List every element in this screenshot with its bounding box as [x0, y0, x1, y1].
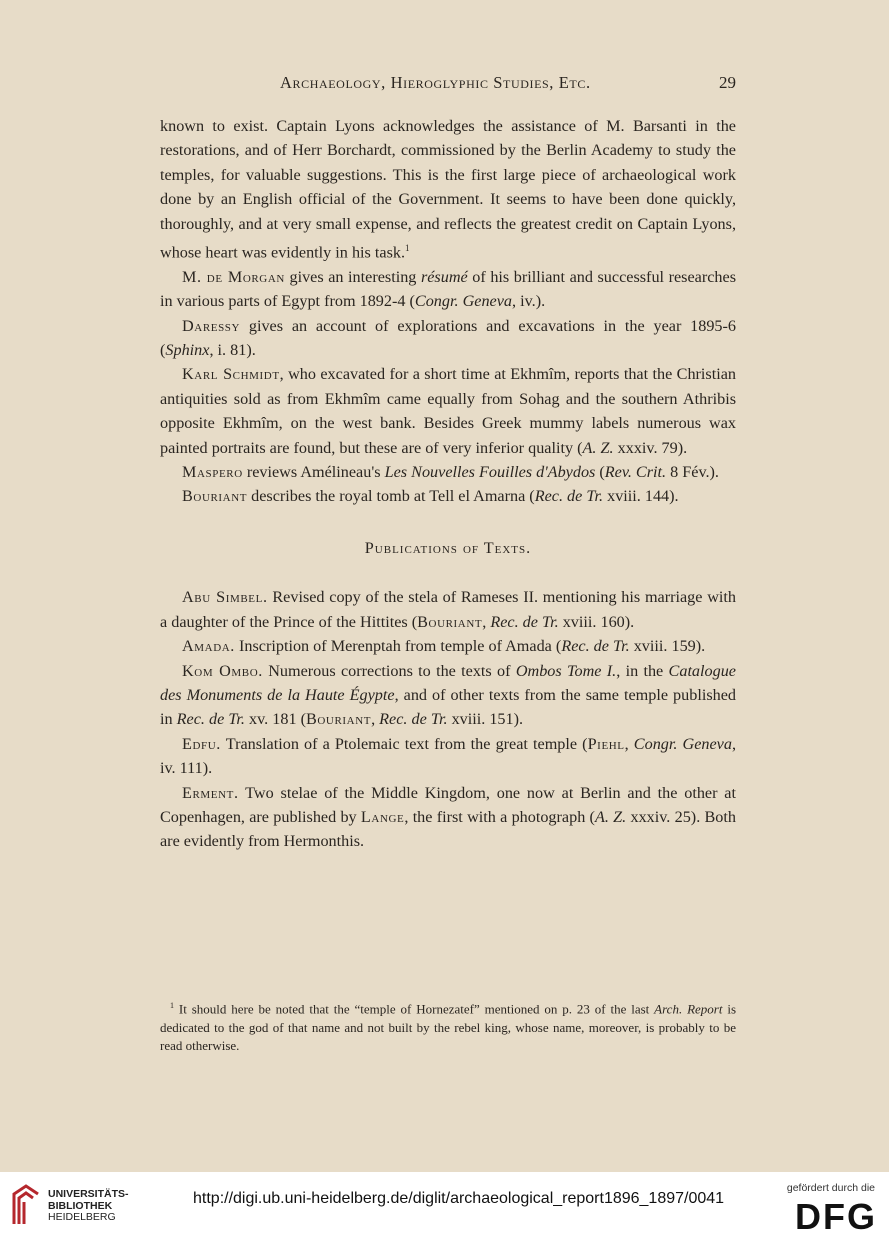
viewer-footer — [0, 1172, 889, 1239]
entry-kom-ombo: Kom Ombo. Numerous corrections to the texts of Ombos Tome I., in the Catalogue des Monuments de la Haute Égypte, and of other texts from the same temple published in Rec. de Tr. xv. 181 (Bouriant, Rec. de Tr. xviii. 151). — [160, 661, 736, 729]
author-name: Bouriant — [182, 487, 248, 506]
author-name: Karl Schmidt — [182, 365, 280, 384]
entry-amada: Amada. Inscription of Merenptah from temple of Amada (Rec. de Tr. xviii. 159). — [182, 637, 706, 656]
entry-abu-simbel: Abu Simbel. Revised copy of the stela of Rameses II. mentioning his marriage with a daughter of the Prince of the Hittites (Bouriant, Rec. de Tr. xviii. 160). — [160, 588, 737, 631]
author-name: M. de Morgan — [182, 267, 285, 286]
paragraph-maspero: Maspero reviews Amélineau's Les Nouvelles Fouilles d'Abydos (Rev. Crit. 8 Fév.). — [182, 463, 719, 482]
paragraph-bouriant: Bouriant describes the royal tomb at Tell el Amarna (Rec. de Tr. xviii. 144). — [182, 487, 679, 506]
funding-label: gefördert durch die — [786, 1182, 875, 1194]
paragraph-daressy: Daressy gives an account of explorations and excavations in the year 1895-6 (Sphinx, i. 81). — [160, 316, 736, 360]
page-number: 29 — [719, 73, 736, 92]
library-name[interactable]: UNIVERSITÄTS- BIBLIOTHEK HEIDELBERG — [48, 1188, 129, 1223]
author-name: Maspero — [182, 463, 243, 482]
entry-edfu: Edfu. Translation of a Ptolemaic text from the great temple (Piehl, Congr. Geneva, iv. 111). — [160, 734, 737, 778]
body-text — [160, 114, 736, 854]
paragraph-de-morgan: M. de Morgan gives an interesting résumé of his brilliant and successful researches in various parts of Egypt from 1892-4 (Congr. Geneva, iv.). — [160, 267, 736, 311]
entry-name: Erment. — [182, 783, 239, 802]
section-heading: Publications of Texts. — [364, 538, 532, 557]
entry-name: Kom Ombo. — [182, 661, 263, 680]
footnote-ref: 1 — [405, 243, 410, 254]
paragraph-lyons: known to exist. Captain Lyons acknowledges the assistance of M. Barsanti in the restorations, and of Herr Borchardt, commissioned by the Berlin Academy to study the temples, for valuable suggestions. This is the first large piece of archaeological work done by an English official of the Government. It seems to have been done quickly, thoroughly, and at very small expense, and reflects the greatest credit on Captain Lyons, whose heart was evidently in his task.$^1$ — [160, 117, 736, 262]
footnote-area — [160, 997, 736, 1055]
footnote: $^1$ It should here be noted that the “temple of Hornezatef” mentioned on p. 23 of the last Arch. Report is dedicated to the god of that name and not built by the rebel king, whose name, moreover, is probably to be read otherwise. — [160, 1001, 736, 1053]
author-name: Daressy — [182, 316, 241, 335]
footnote-marker: 1 — [170, 1001, 174, 1010]
entry-name: Edfu. — [182, 734, 221, 753]
paragraph-schmidt: Karl Schmidt, who excavated for a short time at Ekhmîm, reports that the Christian antiquities sold as from Ekhmîm came equally from Sohag and the southern Athribis opposite Ekhmîm, on the west bank. Besides Greek mummy labels numerous wax painted portraits are found, but these are of very inferior quality (A. Z. xxxiv. 79). — [160, 365, 736, 457]
entry-name: Amada. — [182, 637, 235, 656]
permalink-url[interactable]: http://digi.ub.uni-heidelberg.de/diglit/archaeological_report1896_1897/0041 — [193, 1190, 725, 1207]
entry-name: Abu Simbel. — [182, 588, 268, 607]
running-head-title: Archaeology, Hieroglyphic Studies, Etc. — [280, 73, 591, 92]
library-logo-icon — [10, 1184, 42, 1226]
running-head — [160, 73, 736, 97]
dfg-logo[interactable]: DFG — [795, 1196, 877, 1237]
entry-erment: Erment. Two stelae of the Middle Kingdom, one now at Berlin and the other at Copenhagen, are published by Lange, the first with a photograph (A. Z. xxxiv. 25). Both are evidently from Hermonthis. — [160, 783, 736, 851]
